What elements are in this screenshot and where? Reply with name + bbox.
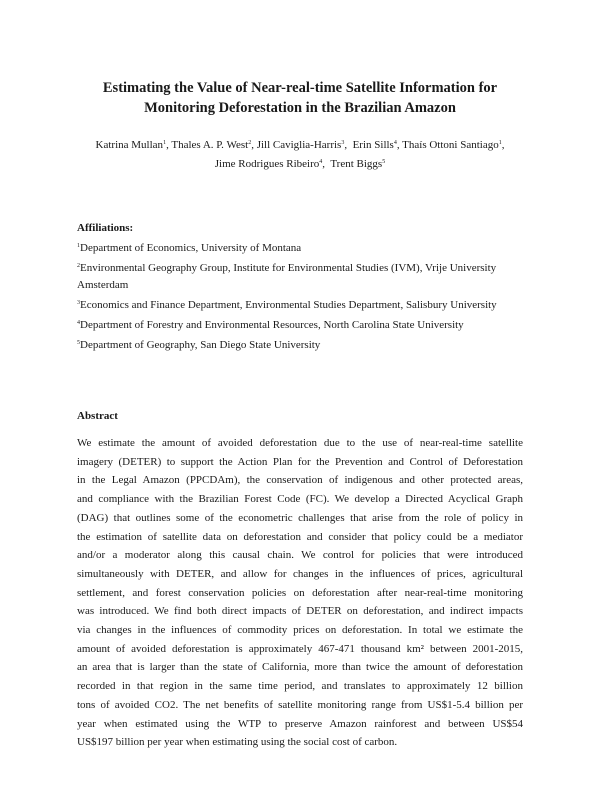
- abstract-line: an area that is larger than the state of California, more than twice the amount of deforestation: [77, 661, 523, 674]
- affiliation-item: $^4$Department of Forestry and Environmental Resources, North Carolina State University: [77, 318, 464, 331]
- affiliation-item: $^1$Department of Economics, University of Montana: [77, 241, 302, 254]
- affiliation-item: $^5$Department of Geography, San Diego State University: [77, 338, 321, 351]
- abstract-line: We estimate the amount of avoided deforestation due to the use of near-real-time satellite: [77, 437, 523, 449]
- abstract-line: was introduced. We find both direct impacts of DETER on deforestation, and indirect impacts: [77, 605, 523, 618]
- paper-title: [40, 78, 560, 118]
- affiliation-item: $^2$Environmental Geography Group, Institute for Environmental Studies (IVM), Vrije University Amsterdam: [77, 261, 497, 292]
- abstract-line: the estimation of satellite data on deforestation and consider that policy could be a mediator: [77, 530, 523, 543]
- abstract-line: and/or a moderator along this causal chain. We control for policies that were introduced: [77, 549, 523, 562]
- abstract-line: in the Legal Amazon (PPCDAm), the conservation of indigenous and other protected areas,: [77, 474, 523, 487]
- author-list: Katrina Mullan$^1$, Thales A. P. West$^2$, Jill Caviglia-Harris$^3$, Erin Sills$^4$, Thaís Ottoni Santiago$^1$, Jime Rodrigues Ribeiro$^4$, Trent Biggs$^5$: [95, 139, 505, 170]
- abstract-line: year when estimated using the WTP to preserve Amazon rainforest and between US$54: [77, 717, 523, 730]
- affiliations-heading: Affiliations:: [77, 222, 134, 234]
- abstract-line: simultaneously with DETER, and allow for changes in the influences of prices, agricultural: [77, 567, 523, 580]
- author: Jime Rodrigues Ribeiro$^4$: [214, 158, 323, 170]
- abstract-line: and compliance with the Brazilian Forest Code (FC). We develop a Directed Acyclical Graph: [77, 493, 523, 506]
- abstract-line: US$197 billion per year when estimating using the social cost of carbon.: [77, 736, 398, 749]
- title-line: Estimating the Value of Near-real-time Satellite Information for: [102, 80, 498, 96]
- affiliations: [77, 220, 537, 355]
- abstract-line: (DAG) that outlines some of the econometric challenges that arise from the role of policy in: [77, 511, 523, 524]
- author: Trent Biggs$^5$: [330, 158, 386, 170]
- abstract-line: recorded in that region in the same time period, and translates to approximately 12 billion: [77, 680, 523, 693]
- author: Thales A. P. West$^2$: [171, 139, 252, 151]
- author: Thaís Ottoni Santiago$^1$: [402, 139, 502, 151]
- abstract-heading: Abstract: [77, 410, 118, 422]
- abstract-line: tons of avoided CO2. The net benefits of satellite monitoring range from US$1-5.4 billion per: [77, 698, 523, 711]
- abstract-line: imagery (DETER) to support the Action Plan for the Prevention and Control of Deforestation: [77, 455, 523, 468]
- title-line: Monitoring Deforestation in the Brazilian Amazon: [144, 100, 456, 116]
- author: Katrina Mullan$^1$: [95, 139, 167, 151]
- abstract-line: settlement, and forest conservation policies on deforestation after near-real-time monitoring: [77, 586, 523, 599]
- abstract-line: via changes in the influences of commodity prices on deforestation. In total we estimate the: [77, 624, 523, 637]
- abstract-line: amount of avoided deforestation is approximately 467-471 thousand km² between 2001-2015,: [77, 642, 523, 655]
- affiliation-item: $^3$Economics and Finance Department, Environmental Studies Department, Salisbury University: [77, 299, 497, 312]
- abstract-body: [77, 434, 523, 752]
- author: Erin Sills$^4$: [352, 139, 397, 151]
- author: Jill Caviglia-Harris$^3$: [256, 139, 345, 151]
